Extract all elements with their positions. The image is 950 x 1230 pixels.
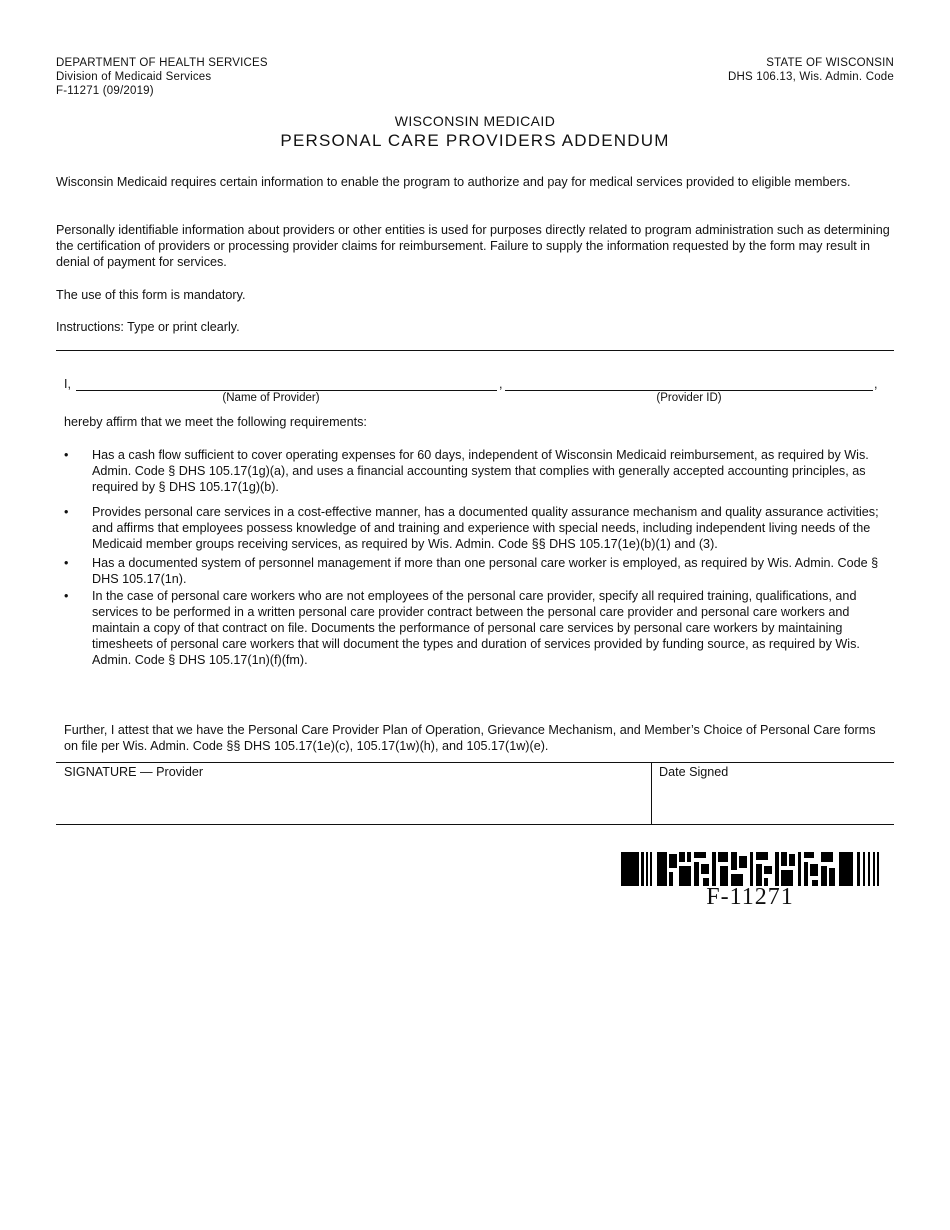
field-separator-comma: , <box>499 377 503 391</box>
bullet-icon: • <box>64 448 69 462</box>
list-item <box>64 555 886 587</box>
affirm-prefix: I, <box>64 377 71 391</box>
affirm-statement: hereby affirm that we meet the following requirements: <box>64 415 367 429</box>
bullet-icon: • <box>64 589 69 603</box>
mandatory-notice: The use of this form is mandatory. <box>56 288 246 302</box>
program-title: WISCONSIN MEDICAID <box>394 113 556 129</box>
list-item <box>64 588 886 668</box>
trailing-comma: , <box>874 377 878 391</box>
attestation-text: Further, I attest that we have the Personal Care Provider Plan of Operation, Grievance Mechanism, and Member’s Choice of Personal Care forms on file per Wis. Admin. Code §§ DHS 105.17(1e)(c), 105.17(1w)(h), and 105.17(1w)(e). <box>64 723 876 753</box>
provider-name-field[interactable] <box>76 390 497 391</box>
date-signed-field[interactable] <box>653 782 893 822</box>
signature-field[interactable] <box>57 782 649 822</box>
requirement-text: In the case of personal care workers who are not employees of the personal care provider, specify all required training, qualifications, and services to be performed in a written personal care provider contract between the personal care provider and personal care workers and maintain a copy of that contract on file. Documents the performance of personal care services by personal care workers by maintaining timesheets of personal care workers that will document the types and duration of services provided by funding source, as required by Wis. Admin. Code § DHS 105.17(1n)(f)(fm). <box>92 589 860 667</box>
provider-name-label: (Name of Provider) <box>222 392 320 404</box>
requirement-text: Has a documented system of personnel management if more than one personal care worker is employed, as required by Wis. Admin. Code § DHS 105.17(1n). <box>92 556 879 586</box>
provider-id-field[interactable] <box>505 390 873 391</box>
intro-paragraph-2: Personally identifiable information about providers or other entities is used for purposes directly related to program administration such as determining the certification of providers or processing provider claims for reimbursement. Failure to supply the information requested by the form may result in denial of payment for services. <box>56 223 890 269</box>
form-number: F-11271 <box>706 884 794 910</box>
provider-id-label: (Provider ID) <box>656 392 722 404</box>
state-header <box>728 56 894 84</box>
state-name: STATE OF WISCONSIN <box>766 57 894 69</box>
requirement-text: Provides personal care services in a cost-effective manner, has a documented quality assurance mechanism and quality assurance activities; and affirms that employees possess knowledge of and training and experience with special needs, including independent living needs of the Medicaid member groups receiving services, as required by Wis. Admin. Code §§ DHS 105.17(1e)(b)(1) and (3). <box>92 505 879 551</box>
intro-paragraph-1: Wisconsin Medicaid requires certain information to enable the program to authorize and pay for medical services provided to eligible members. <box>56 175 851 189</box>
signature-label: SIGNATURE — Provider <box>64 765 204 779</box>
requirement-text: Has a cash flow sufficient to cover operating expenses for 60 days, independent of Wisconsin Medicaid reimbursement, as required by Wis. Admin. Code § DHS 105.17(1g)(a), and uses a financial accounting system that complies with generally accepted accounting principles, as required by § DHS 105.17(1g)(b). <box>92 448 869 494</box>
agency-header <box>56 56 268 98</box>
division-name: Division of Medicaid Services <box>56 71 212 83</box>
date-signed-label: Date Signed <box>659 765 729 779</box>
admin-code-ref: DHS 106.13, Wis. Admin. Code <box>727 71 894 83</box>
department-name: DEPARTMENT OF HEALTH SERVICES <box>56 57 268 69</box>
signature-divider <box>651 762 652 824</box>
list-item <box>64 447 886 495</box>
form-id-date: F-11271 (09/2019) <box>56 85 154 97</box>
requirements-list <box>64 447 886 668</box>
section-divider <box>56 350 894 351</box>
page-title: PERSONAL CARE PROVIDERS ADDENDUM <box>280 131 670 150</box>
form-title <box>0 113 950 151</box>
instructions: Instructions: Type or print clearly. <box>56 320 240 334</box>
list-item <box>64 504 886 552</box>
bullet-icon: • <box>64 556 69 570</box>
bullet-icon: • <box>64 505 69 519</box>
barcode <box>621 852 879 886</box>
